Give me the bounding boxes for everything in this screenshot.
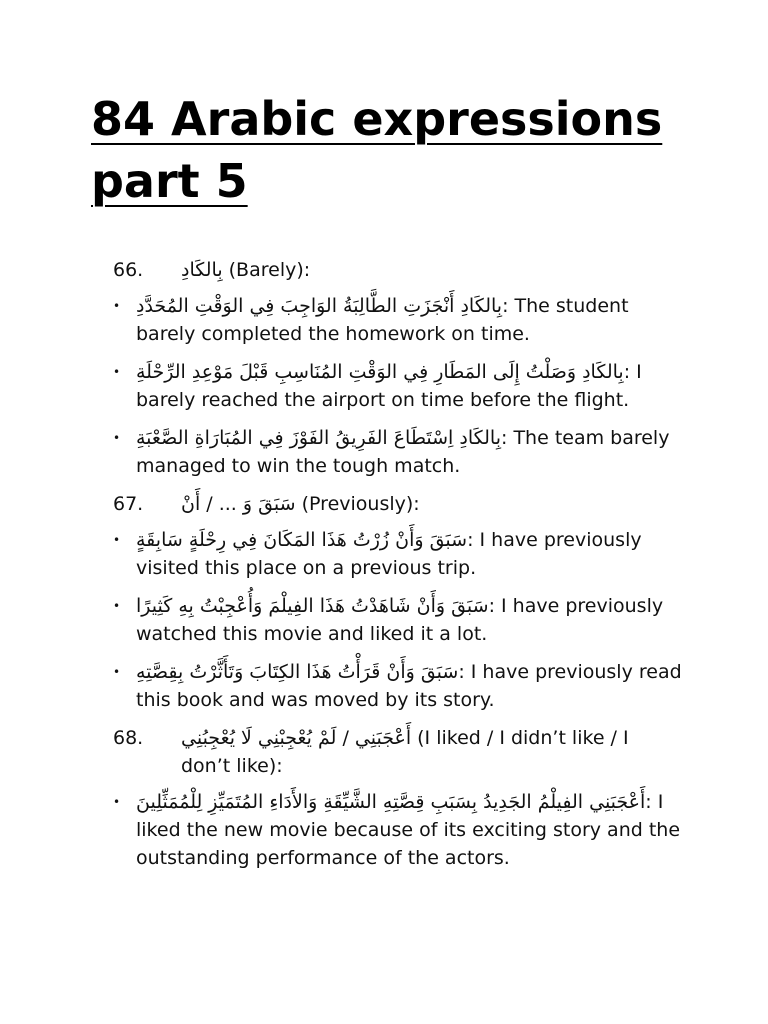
example-item — [113, 788, 683, 872]
expression-meaning: (Barely): — [222, 259, 311, 281]
example-item — [113, 424, 683, 480]
expression-arabic: سَبَقَ وَ ... / أَنْ — [181, 493, 296, 515]
expression-heading — [113, 724, 683, 780]
title-line-2: part 5 — [91, 154, 248, 208]
example-english: : I liked the new movie because of its exciting story and the outstanding performance of the actors. — [136, 791, 681, 869]
example-arabic: سَبَقَ وَأَنْ زُرْتُ هَذَا المَكَانَ فِي رِحْلَةٍ سَابِقَةٍ — [136, 529, 468, 551]
example-arabic: بِالكَادِ أَنْجَزَتِ الطَّالِبَةُ الوَاجِبَ فِي الوَقْتِ المُحَدَّدِ — [136, 295, 503, 317]
example-item — [113, 358, 683, 414]
example-item — [113, 292, 683, 348]
example-arabic: سَبَقَ وَأَنْ قَرَأْتُ هَذَا الكِتَابَ وَتَأَثَّرْتُ بِقِصَّتِهِ — [136, 661, 459, 683]
example-arabic: سَبَقَ وَأَنْ شَاهَدْتُ هَذَا الفِيلْمَ وَأُعْجِبْتُ بِهِ كَثِيرًا — [136, 595, 489, 617]
page-title — [91, 88, 691, 212]
example-arabic: بِالكَادِ وَصَلْتُ إِلَى المَطَارِ فِي الوَقْتِ المُنَاسِبِ قَبْلَ مَوْعِدِ الرِّحْلَةِ — [136, 361, 624, 383]
expression-meaning: (Previously): — [295, 493, 420, 515]
expression-title — [181, 256, 683, 284]
example-item — [113, 592, 683, 648]
example-list — [113, 292, 683, 480]
expression-number: 67. — [113, 493, 144, 515]
expression-section-68 — [113, 724, 683, 872]
example-english: : I have previously visited this place on a previous trip. — [136, 529, 642, 579]
example-item — [113, 658, 683, 714]
expression-heading — [113, 256, 683, 284]
example-english: : The student barely completed the homework on time. — [136, 295, 629, 345]
example-english: : The team barely managed to win the tough match. — [136, 427, 670, 477]
expression-section-66 — [113, 256, 683, 480]
example-list — [113, 526, 683, 714]
expressions-list — [113, 256, 683, 882]
example-arabic: أَعْجَبَنِي الفِيلْمُ الجَدِيدُ بِسَبَبِ قِصَّتِهِ الشَّيِّقَةِ وَالأَدَاءِ المُتَمَيِّزِ لِلْمُمَثِّلِينَ — [136, 791, 646, 813]
expression-arabic: أَعْجَبَنِي / لَمْ يُعْجِبْنِي لَا يُعْجِبُنِي — [181, 727, 412, 749]
expression-number: 68. — [113, 727, 144, 749]
expression-number: 66. — [113, 259, 144, 281]
expression-section-67 — [113, 490, 683, 714]
expression-title — [181, 490, 683, 518]
example-english: : I barely reached the airport on time before the flight. — [136, 361, 642, 411]
example-list — [113, 788, 683, 872]
example-english: : I have previously watched this movie and liked it a lot. — [136, 595, 664, 645]
expression-title — [181, 724, 683, 780]
expression-heading — [113, 490, 683, 518]
example-english: : I have previously read this book and was moved by its story. — [136, 661, 682, 711]
title-line-1: 84 Arabic expressions — [91, 92, 663, 146]
expression-meaning: (I liked / I didn’t like / I don’t like): — [181, 727, 629, 777]
example-item — [113, 526, 683, 582]
expression-arabic: بِالكَادِ — [181, 259, 223, 281]
example-arabic: بِالكَادِ اِسْتَطَاعَ الفَرِيقُ الفَوْزَ فِي المُبَارَاةِ الصَّعْبَةِ — [136, 427, 501, 449]
